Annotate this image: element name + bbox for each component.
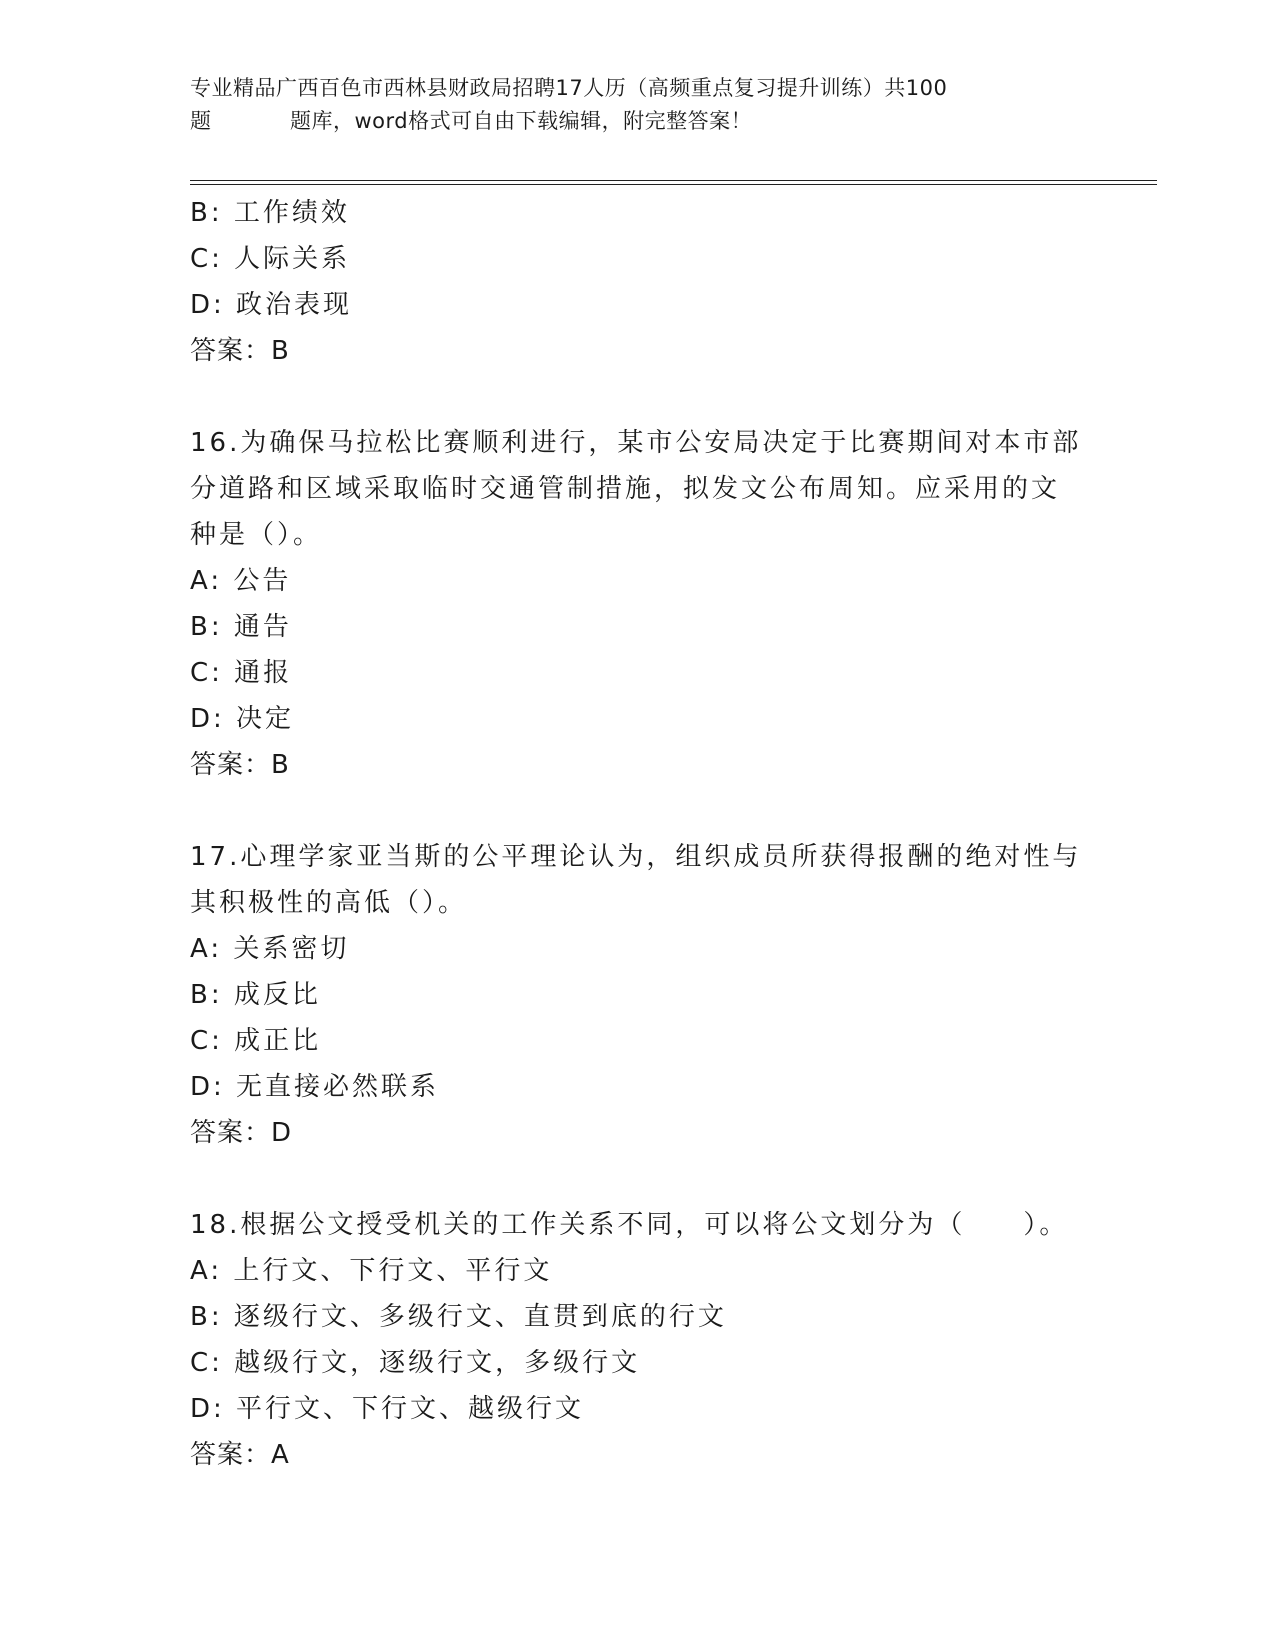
answer: 答案：A xyxy=(190,1440,290,1470)
question-16 xyxy=(190,420,1090,788)
header-divider-bottom xyxy=(190,184,1157,185)
option-b: B: 通告 xyxy=(190,612,292,642)
header-title-line2 xyxy=(190,105,1090,138)
option-c: C: 成正比 xyxy=(190,1026,322,1056)
option-d: D: 决定 xyxy=(190,704,295,734)
option-d: D: 无直接必然联系 xyxy=(190,1072,440,1102)
spacer xyxy=(190,374,1090,420)
question-text-line: 种是（）。 xyxy=(190,520,323,550)
question-text-line: 18.根据公文授受机关的工作关系不同，可以将公文划分为（ ）。 xyxy=(190,1210,1069,1240)
header-title-line2-rest: 题库，word格式可自由下载编辑，附完整答案！ xyxy=(290,109,753,133)
option-d: D: 政治表现 xyxy=(190,290,353,320)
header-divider-top xyxy=(190,180,1157,181)
answer: 答案：D xyxy=(190,1118,293,1148)
spacer xyxy=(190,1156,1090,1202)
question-text-line: 16.为确保马拉松比赛顺利进行，某市公安局决定于比赛期间对本市部 xyxy=(190,428,1082,458)
question-18 xyxy=(190,1202,1090,1478)
question-text-line: 17.心理学家亚当斯的公平理论认为，组织成员所获得报酬的绝对性与 xyxy=(190,842,1082,872)
option-a: A: 关系密切 xyxy=(190,934,350,964)
option-b: B: 成反比 xyxy=(190,980,321,1010)
option-a: A: 公告 xyxy=(190,566,292,596)
answer: 答案：B xyxy=(190,750,290,780)
document-body xyxy=(190,190,1090,1478)
header-title-line1: 专业精品广西百色市西林县财政局招聘17人历（高频重点复习提升训练）共100 xyxy=(190,76,948,100)
option-c: C: 越级行文，逐级行文，多级行文 xyxy=(190,1348,641,1378)
question-17 xyxy=(190,834,1090,1156)
header-title-line2-start: 题 xyxy=(190,109,212,133)
page-header xyxy=(190,72,1090,138)
option-b: B: 工作绩效 xyxy=(190,198,350,228)
option-a: A: 上行文、下行文、平行文 xyxy=(190,1256,553,1286)
spacer xyxy=(190,788,1090,834)
question-text-line: 分道路和区域采取临时交通管制措施，拟发文公布周知。应采用的文 xyxy=(190,474,1061,504)
question-15-continued xyxy=(190,190,1090,374)
option-c: C: 人际关系 xyxy=(190,244,351,274)
question-text-line: 其积极性的高低（）。 xyxy=(190,888,468,918)
option-c: C: 通报 xyxy=(190,658,293,688)
option-d: D: 平行文、下行文、越级行文 xyxy=(190,1394,585,1424)
option-b: B: 逐级行文、多级行文、直贯到底的行文 xyxy=(190,1302,727,1332)
answer: 答案：B xyxy=(190,336,290,366)
